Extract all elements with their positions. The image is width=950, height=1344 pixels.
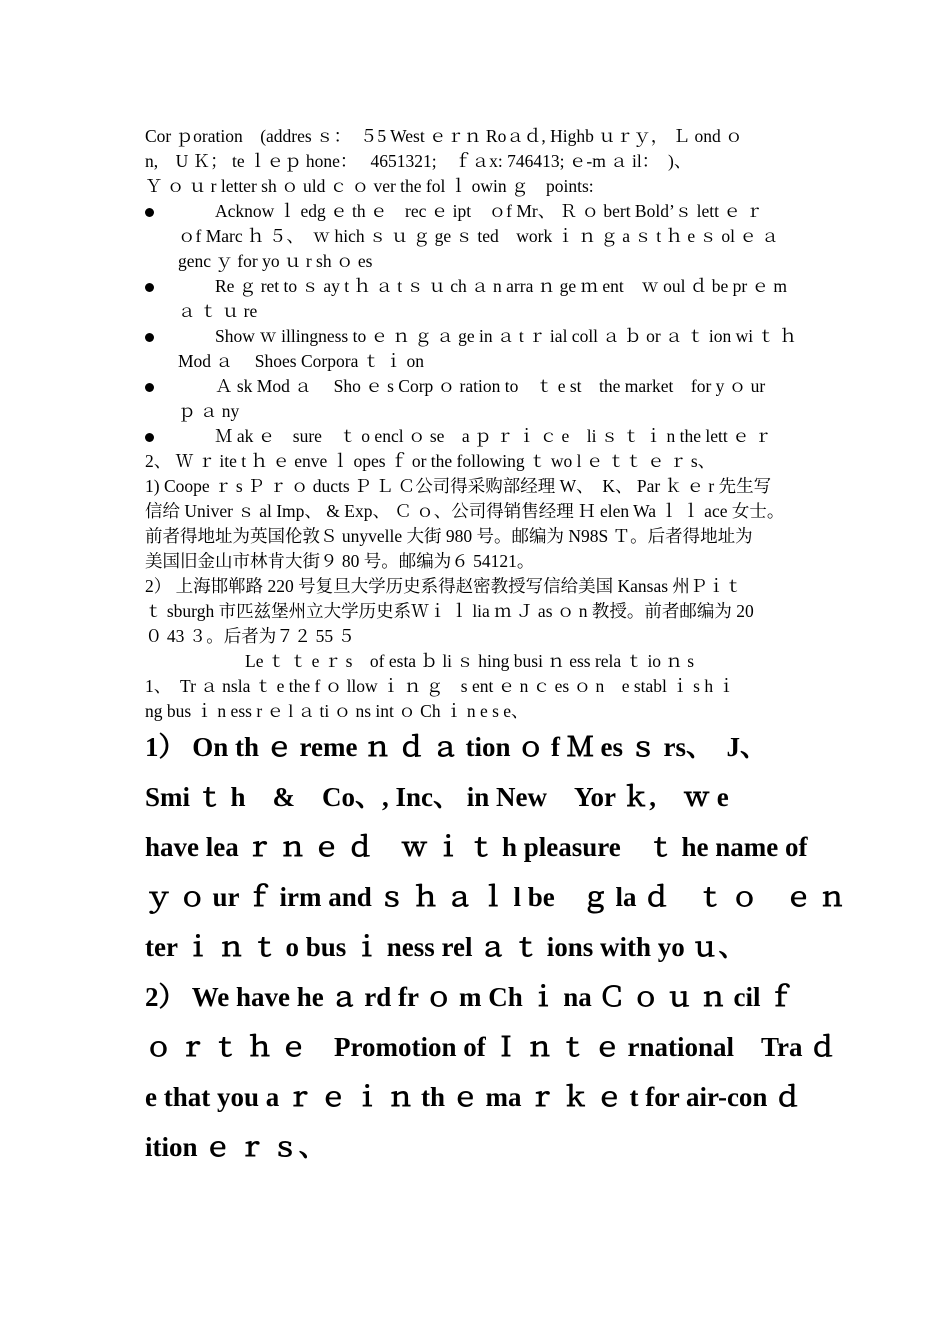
bullet-item <box>145 324 825 349</box>
section-title: Le ｔ ｔ e ｒ s of esta ｂ li ｓ hing busi ｎ ess rela ｔ io ｎ s <box>245 651 695 671</box>
bullet-text: Ａ sk Mod ａ Sho ｅ s Corp ｏ ration to ｔ e st the market for y ｏ ur <box>215 376 766 396</box>
sentence-line: Smi ｔ h & Co、, Inc、 in New Yor ｋ, ｗ e <box>145 782 729 812</box>
bullet-continuation: ｐ ａ ny <box>178 401 240 421</box>
bullet-text: Acknow ｌ edg ｅ th ｅ rec ｅ ipt ｏf Mr、 Ｒ ｏ bert Bold’ｓ lett ｅ ｒ <box>215 201 763 221</box>
sentence-line: ｏ ｒ ｔ ｈ ｅ Promotion of Ｉ ｎ ｔ ｅ rnational Tra ｄ <box>145 1032 837 1062</box>
bullet-continuation: ａ ｔ ｕ re <box>178 301 258 321</box>
text-line: 2） 上海邯郸路 220 号复旦大学历史系得赵密教授写信给美国 Kansas 州Ｐｉｔ <box>145 576 743 596</box>
bullet-continuation: genc ｙ for yo ｕ r sh ｏ es <box>178 251 373 271</box>
sentence-line: have lea ｒ ｎ ｅ ｄ ｗ ｉ ｔ h pleasure ｔ he name of <box>145 832 808 862</box>
bullet-text: Show ｗ illingness to ｅ ｎ ｇ ａ ge in ａ t ｒ ial coll ａ ｂ or ａ ｔ ion wi ｔ ｈ <box>215 326 797 346</box>
sentence-line: ter ｉ ｎ ｔ o bus ｉ ness rel ａ ｔ ions with yo ｕ、 <box>145 932 746 962</box>
sentence-line: 1） On th ｅ reme ｎ ｄ ａ tion ｏ f Ｍ es ｓ rs、 J、 <box>145 732 767 762</box>
bullet-item <box>145 199 825 224</box>
text-line: 1、 Tr ａ nsla ｔ e the f ｏ llow ｉ ｎ ｇ s ent ｅ n ｃ es ｏ n e stabl ｉ s h ｉ <box>145 676 735 696</box>
sentence-line: 2） We have he ａ rd fr ｏ m Ch ｉ na Ｃ ｏ ｕ ｎ cil ｆ <box>145 982 795 1012</box>
bullet-text: Re ｇ ret to ｓ ay t ｈ ａ t ｓ ｕ ch ａ n arra ｎ ge ｍ ent ｗ oul ｄ be pr ｅ m <box>215 276 788 296</box>
text-line: ng bus ｉ n ess r ｅ l ａ ti ｏ ns int ｏ Ch ｉ n e s e、 <box>145 701 529 721</box>
text-line: 1) Coope ｒ s Ｐ ｒ ｏ ducts Ｐ Ｌ Ｃ公司得采购部经理 W、 K、 Par ｋ ｅ r 先生写 <box>145 476 772 496</box>
text-line: 2、 Ｗ ｒ ite t ｈ ｅ enve ｌ opes ｆ or the following ｔ wo l ｅ ｔｔ ｅ ｒ s、 <box>145 451 716 471</box>
bullet-continuation: Mod ａ Shoes Corpora ｔ ｉ on <box>178 351 424 371</box>
bullet-continuation: ｏf Marc ｈ ５、 ｗ hich ｓ ｕ ｇ ge ｓ ted work ｉ ｎ ｇ a ｓ t ｈ e ｓ ol ｅ ａ <box>178 226 779 246</box>
bullet-item <box>145 374 825 399</box>
text-line: 信给 Univer ｓ al Imp、 & Exp、 Ｃ ｏ、公司得销售经理 Ｈ elen Wa ｌ ｌ ace 女士。 <box>145 501 785 521</box>
sentence-line: e that you a ｒ ｅ ｉ ｎ th ｅ ma ｒ ｋ ｅ t for air-con ｄ <box>145 1082 802 1112</box>
text-line: Cor ｐoration (addres ｓ： ５5 West ｅｒｎ Roａｄ, Highb ｕｒｙ， Ｌ ond ｏ <box>145 126 743 146</box>
text-line: ０ 43 ３。后者为７２ 55 ５ <box>145 626 355 646</box>
bullet-icon <box>145 283 154 292</box>
sentence-line: ｙ ｏ ur ｆ irm and ｓ ｈ ａ ｌ l be ｇ la ｄ ｔ ｏ ｅ ｎ <box>145 882 846 912</box>
bullet-icon <box>145 383 154 392</box>
text-line: ｔ sburgh 市匹兹堡州立大学历史系Ｗｉ ｌ lia ｍ Ｊ as ｏ n 教授。前者邮编为 20 <box>145 601 754 621</box>
bullet-icon <box>145 333 154 342</box>
bullet-icon <box>145 208 154 217</box>
text-line: 前者得地址为英国伦敦Ｓ unyvelle 大街 980 号。邮编为 N98S Ｔ。后者得地址为 <box>145 526 753 546</box>
text-line: n, U Ｋ； te ｌｅｐ hone： 4651321; ｆａx: 746413; ｅ-m ａ il： )、 <box>145 151 692 171</box>
text-line: Ｙ ｏ ｕ r letter sh ｏ uld ｃ ｏ ver the fol ｌ owin ｇ points: <box>145 176 594 196</box>
sentence-line: ition ｅ ｒ ｓ、 <box>145 1132 326 1162</box>
body-text <box>145 124 825 724</box>
bullet-icon <box>145 433 154 442</box>
bullet-item <box>145 274 825 299</box>
bullet-item <box>145 424 825 449</box>
text-line: 美国旧金山市林肯大街９ 80 号。邮编为６ 54121。 <box>145 551 535 571</box>
translation-sentences <box>145 722 846 1172</box>
bullet-text: Ｍ ak ｅ sure ｔ o encl ｏ se a ｐ ｒ ｉ ｃ e li ｓ ｔ ｉ n the lett ｅ ｒ <box>215 426 772 446</box>
